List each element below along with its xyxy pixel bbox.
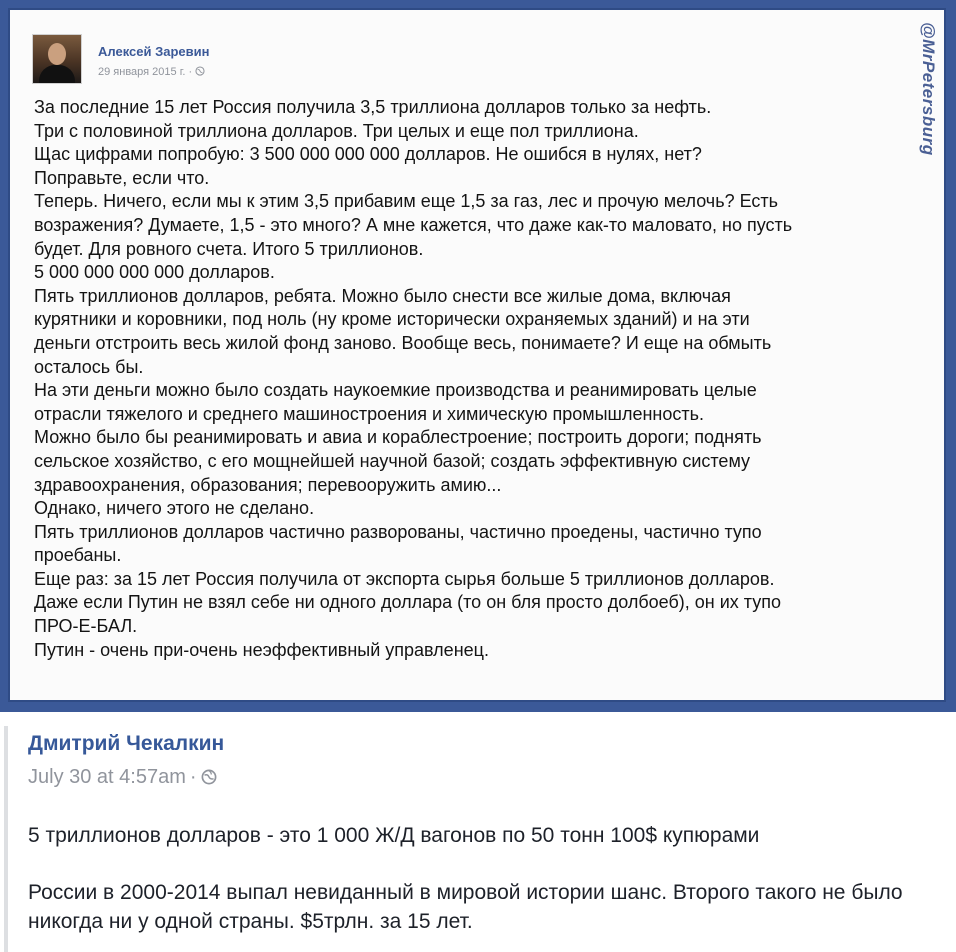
original-post-line: Пять триллионов долларов частично разворованы, частично проедены, частично тупо [34, 521, 762, 542]
screenshot-content [8, 8, 946, 702]
original-post-line: Три с половиной триллиона долларов. Три целых и еще пол триллиона. [34, 120, 639, 141]
watermark: @MrPetersburg [919, 22, 938, 156]
original-post-line: будет. Для ровного счета. Итого 5 триллионов. [34, 238, 424, 259]
original-post-line: Однако, ничего этого не сделано. [34, 498, 315, 519]
avatar [32, 34, 82, 84]
original-post-line: На эти деньги можно было создать наукоемкие производства и реанимировать целые [34, 380, 757, 401]
original-post-line: За последние 15 лет Россия получила 3,5 триллиона долларов только за нефть. [34, 97, 712, 117]
original-post-line: здравоохранения, образования; перевооружить амию... [34, 474, 502, 495]
globe-icon [195, 66, 205, 76]
globe-icon[interactable] [201, 769, 217, 785]
repost-meta [28, 766, 217, 789]
original-post-line: Щас цифрами попробую: 3 500 000 000 000 долларов. Не ошибся в нулях, нет? [34, 144, 702, 165]
original-post-line: проебаны. [34, 545, 122, 566]
meta-separator: · [189, 766, 197, 788]
original-post-line: возражения? Думаете, 1,5 - это много? А мне кажется, что даже как-то маловато, но пусть [34, 214, 793, 235]
original-post-line: Даже если Путин не взял себе ни одного доллара (то он бля просто долбоеб), он их тупо [34, 592, 781, 613]
original-author-name: Алексей Заревин [98, 44, 210, 59]
original-post-date: 29 января 2015 г. · [98, 66, 205, 78]
original-date-text: 29 января 2015 г. [98, 66, 186, 78]
original-post-line: ПРО-Е-БАЛ. [34, 616, 138, 637]
original-post-line: курятники и коровники, под ноль (ну кроме исторически охраняемых зданий) и на эти [34, 309, 750, 330]
original-post-line: Поправьте, если что. [34, 167, 210, 188]
repost-paragraph: 5 триллионов долларов - это 1 000 Ж/Д вагонов по 50 тонн 100$ купюрами [28, 824, 760, 847]
original-post-line: Теперь. Ничего, если мы к этим 3,5 прибавим еще 1,5 за газ, лес и прочую мелочь? Есть [34, 191, 779, 212]
repost-author-name[interactable]: Дмитрий Чекалкин [28, 732, 225, 755]
post-timestamp[interactable]: July 30 at 4:57am [28, 766, 186, 788]
original-post-line: сельское хозяйство, с его мощнейшей научной базой; создать эффективную систему [34, 450, 751, 471]
original-post-line: Можно было бы реанимировать и авиа и кораблестроение; построить дороги; поднять [34, 427, 762, 448]
quote-bar [4, 726, 8, 952]
original-post-line: деньги отстроить весь жилой фонд заново. Вообще весь, понимаете? И еще на обмыть [34, 332, 772, 353]
original-post-line: 5 000 000 000 000 долларов. [34, 262, 275, 283]
original-post-line: Путин - очень при-очень неэффективный управленец. [34, 639, 489, 660]
original-post-line: Еще раз: за 15 лет Россия получила от экспорта сырья больше 5 триллионов долларов. [34, 568, 775, 589]
original-post-line: отрасли тяжелого и среднего машиностроения и химическую промышленность. [34, 403, 705, 424]
original-post-line: осталось бы. [34, 356, 144, 377]
original-post-line: Пять триллионов долларов, ребята. Можно было снести все жилые дома, включая [34, 285, 731, 306]
original-post-text [34, 96, 934, 662]
repost-section [0, 712, 956, 952]
repost-paragraph: России в 2000-2014 выпал невиданный в мировой истории шанс. Второго такого не было никогда ни у одной страны. $5трлн. за 15 лет. [28, 881, 903, 933]
